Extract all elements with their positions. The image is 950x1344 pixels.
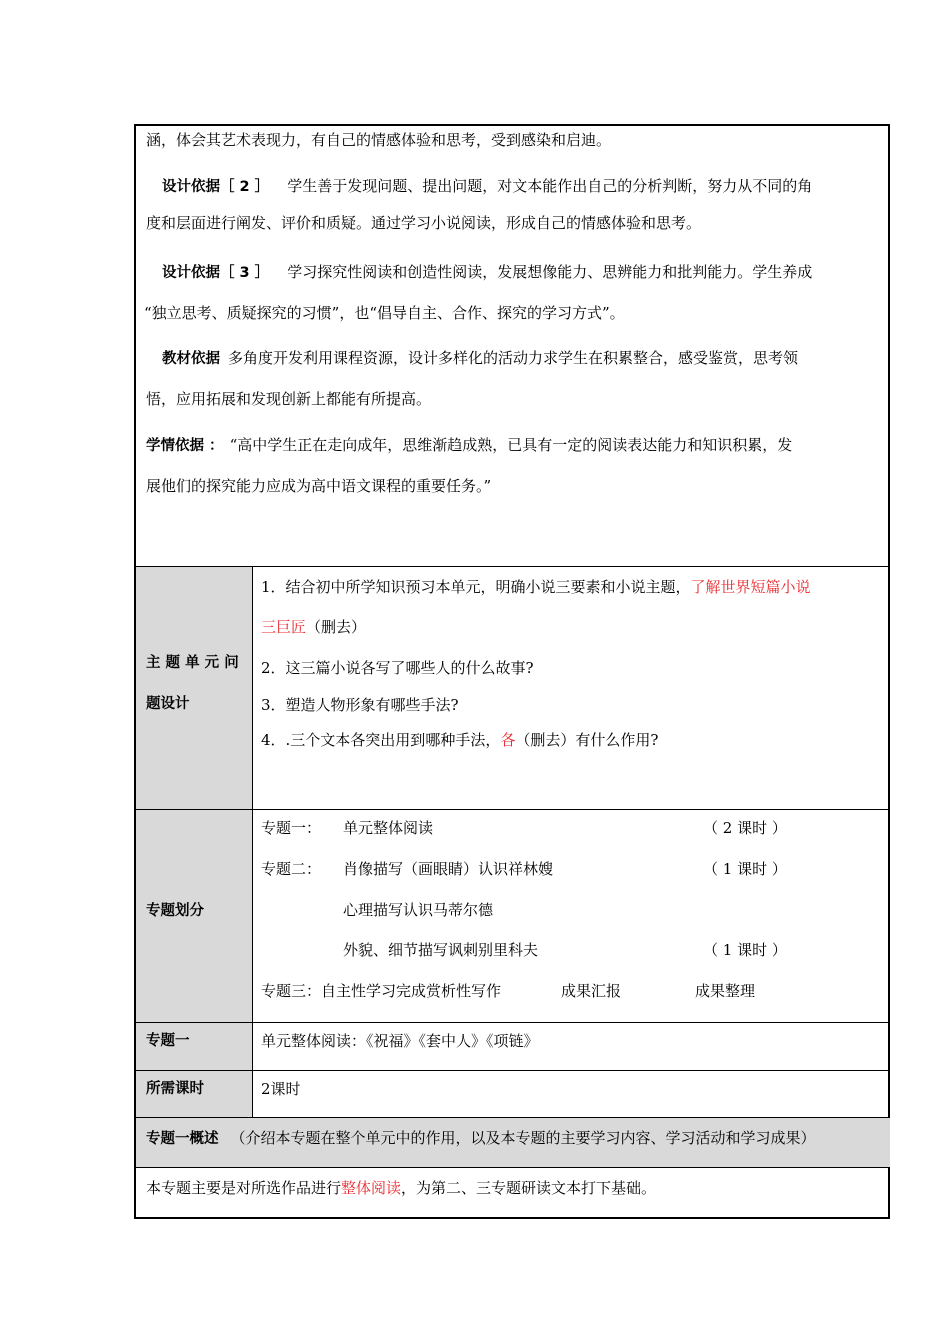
design-basis-2-text: 学生善于发现问题、提出问题，对文本能作出自己的分析判断，努力从不同的角 [287,177,813,195]
intro-line: 涵，体会其艺术表现力，有自己的情感体验和思考，受到感染和启迪。 [146,131,612,149]
textbook-basis-text: 多角度开发利用课程资源，设计多样化的活动力求学生在积累整合，感受鉴赏，思考领 [228,349,799,367]
division-label-cell [136,810,252,1022]
lesson-plan-table [134,124,890,1219]
design-basis-2-text-cont: 度和层面进行阐发、评价和质疑。通过学习小说阅读，形成自己的情感体验和思考。 [146,214,702,232]
col-divider [252,1023,253,1070]
overview-header-cell [136,1118,890,1167]
topic-3-sort: 成果整理 [695,982,756,1000]
questions-label-cell [136,567,252,809]
overview-body-text: 本专题主要是对所选作品进行 [146,1179,342,1197]
topic-3-text: 专题三：自主性学习完成赏析性写作 [261,982,502,1000]
topic-2-text-1: 肖像描写（画眼睛）认识祥林嫂 [343,860,554,878]
design-basis-3-text: 学习探究性阅读和创造性阅读，发展想像能力、思辨能力和批判能力。学生养成 [287,263,813,281]
question-1-deleted-text: 了解世界短篇小说 [690,578,811,596]
topic1-value: 单元整体阅读：《祝福》《套中人》《项链》 [261,1032,539,1050]
topic-2-hours-3: （ 1 课时 ） [703,941,787,959]
question-1 [261,577,811,597]
overview-note: （介绍本专题在整个单元中的作用，以及本专题的主要学习内容、学习活动和学习成果） [230,1129,816,1147]
questions-content-cell [253,567,890,809]
questions-label-line1: 主 题 单 元 问 [146,655,239,671]
topic-2-text-2: 心理描写认识马蒂尔德 [343,901,494,919]
overview-body-tail: ，为第二、三专题研读文本打下基础。 [401,1179,657,1197]
hours-value: 2课时 [261,1080,301,1098]
learner-basis-text-cont: 展他们的探究能力应成为高中语文课程的重要任务。” [146,477,492,495]
question-4 [261,730,658,750]
division-content-cell [253,810,890,1022]
division-label: 专题划分 [146,903,204,919]
hours-label-cell [136,1071,252,1117]
question-4-deleted-text: 各 [500,731,516,749]
hours-label: 所需课时 [146,1081,204,1097]
topic1-label-cell [136,1023,252,1070]
question-1-note: （删去） [306,618,367,636]
question-4-text: 4．.三个文本各突出用到哪种手法， [261,731,501,749]
topic1-label: 专题一 [146,1033,190,1049]
topic-1-text: 单元整体阅读 [343,819,434,837]
question-1-cont [261,617,366,637]
design-basis-3-label: 设计依据［ 3 ］ [162,265,270,281]
overview-body [146,1178,656,1198]
question-1-deleted-text-cont: 三巨匠 [261,618,307,636]
design-basis-2-label: 设计依据［ 2 ］ [162,179,270,195]
topic-2-text-3: 外貌、细节描写讽刺别里科夫 [343,941,539,959]
topic-1-name: 专题一： [261,819,322,837]
question-3: 3．塑造人物形象有哪些手法? [261,696,459,714]
textbook-basis-label: 教材依据 [162,351,220,367]
textbook-basis-text-cont: 悟，应用拓展和发现创新上都能有所提高。 [146,390,432,408]
row-divider [136,1167,888,1168]
topic-3-report: 成果汇报 [561,982,622,1000]
overview-header [146,1128,816,1149]
topic-2-hours-1: （ 1 课时 ） [703,860,787,878]
learner-basis-text: “高中学生正在走向成年，思维渐趋成熟，已具有一定的阅读表达能力和知识积累，发 [229,436,793,454]
col-divider [252,1071,253,1117]
topic-2-name: 专题二： [261,860,322,878]
question-4-tail: （删去）有什么作用? [515,731,659,749]
overview-body-highlight: 整体阅读 [341,1179,402,1197]
overview-label: 专题一概述 [146,1131,219,1147]
design-basis-3-text-cont: “独立思考、质疑探究的习惯”，也“倡导自主、合作、探究的学习方式”。 [144,304,625,322]
questions-label-line2: 题设计 [146,696,190,712]
topic-1-hours: （ 2 课时 ） [703,819,787,837]
question-1-text: 1．结合初中所学知识预习本单元，明确小说三要素和小说主题， [261,578,691,596]
question-2: 2．这三篇小说各写了哪些人的什么故事? [261,659,534,677]
learner-basis-label: 学情依据 ： [146,438,224,454]
